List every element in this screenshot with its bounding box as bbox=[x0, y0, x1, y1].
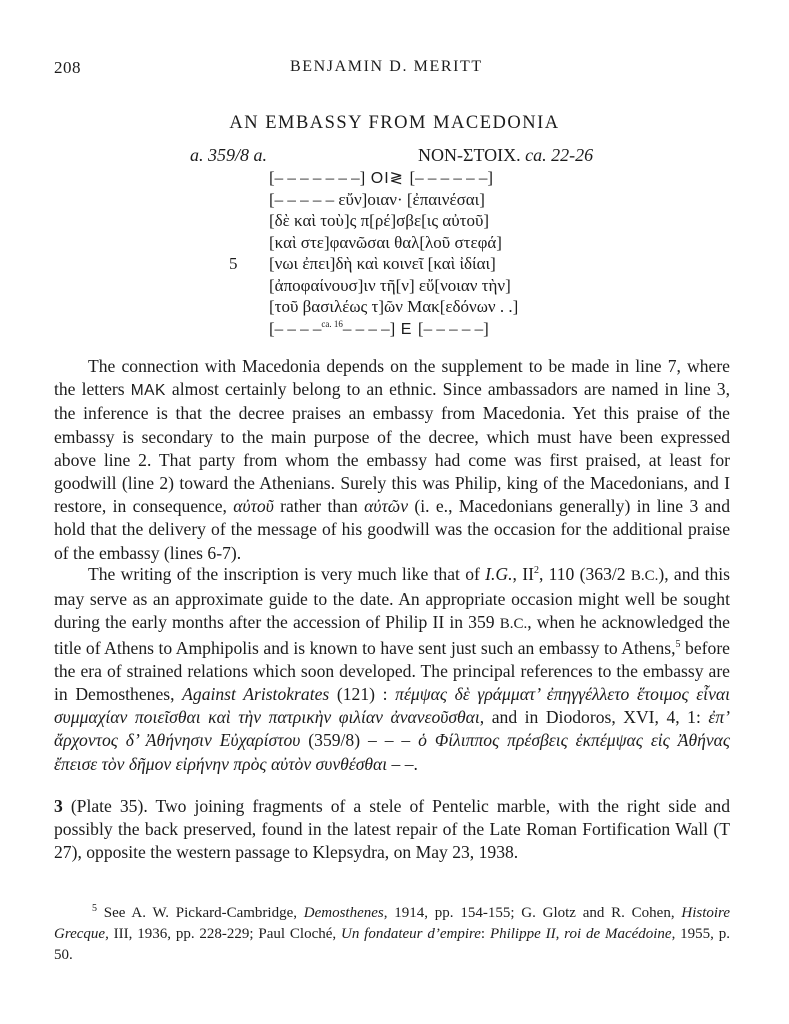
stoich-count: ca. 22-26 bbox=[525, 145, 594, 165]
inscription-date: a. 359/8 a. bbox=[190, 145, 268, 165]
page-number: 208 bbox=[54, 58, 81, 77]
article-title: AN EMBASSY FROM MACEDONIA bbox=[229, 113, 560, 133]
paragraph-3: 3 (Plate 35). Two joining fragments of a stele of Pentelic marble, with the right side and possibly the back preserved, found in the latest repair of the Late Roman Fortification Wall (T 27), opposite the western passage to Klepsydra, on May 23, 1938. bbox=[54, 796, 730, 863]
footnote-5: $^5$ See A. W. Pickard-Cambridge, Demosthenes, 1914, pp. 154-155; G. Glotz and R. Cohen, Histoire Grecque, III, 1936, pp. 228-229; Paul Cloché, Un fondateur d’empire: Philippe II, roi de Macédoine, 1955, p. 50. bbox=[54, 903, 730, 963]
stoichedon-info bbox=[418, 145, 593, 166]
running-head: BENJAMIN D. MERITT bbox=[290, 58, 483, 75]
line-number: 5 bbox=[229, 254, 238, 273]
footnote-reference: 5 bbox=[675, 638, 681, 650]
paragraph-2: The writing of the inscription is very much like that of I.G., $II^2$, 110 (363/2 B.C.), and this may serve as an approximate guide to the date. An appropriate occasion might well be sought during the early months after the accession of Philip II in 359 B.C., when he acknowledged the title of Athens to Amphipolis and is known to have sent just such an embassy to Athens,$^5$ before the era of strained relations which soon developed. The principal references to the embassy are in Demosthenes, Against Aristokrates (121) : πέμψας δὲ γράμματ’ ἐπηγγέλλετο ἕτοιμος εἶναι συμμαχίαν ποιεῖσθαι καὶ τὴν πατρικὴν φιλίαν ἀνανεοῦσθαι, and in Diodoros, XVI, 4, 1: ἐπ’ ἄρχοντος δ’ Ἀθήνησιν Εὐχαρίστου (359/8) – – – ὁ Φίλιππος πρέσβεις ἐκπέμψας εἰς Ἀθήνας ἔπεισε τὸν δῆμον εἰρήνην πρὸς αὐτὸν συνθέσθαι – –. bbox=[54, 564, 731, 774]
paragraph-1: The connection with Macedonia depends on the supplement to be made in line 7, where the letters MAK almost certainly belong to an ethnic. Since ambassadors are named in line 3, the inference is that the decree praises an embassy from Macedonia. Yet this praise of the embassy is secondary to the main purpose of the decree, which must have been expressed above line 2. That party from whom the embassy had come was first praised, at least for goodwill (line 2) toward the Athenians. Surely this was Philip, king of the Macedonians, and I restore, in consequence, αὐτοῦ rather than αὐτῶν (i. e., Macedonians generally) in line 3 and hold that the delivery of the message of his goodwill was the occasion for the additional praise of the embassy (lines 6-7). bbox=[54, 356, 730, 563]
lacuna-size: ca. 16 bbox=[321, 318, 343, 329]
stoich-label: NON-ΣTOIX. bbox=[418, 145, 521, 165]
footnote-marker: 5 bbox=[92, 903, 97, 914]
entry-number: 3 bbox=[54, 796, 63, 816]
